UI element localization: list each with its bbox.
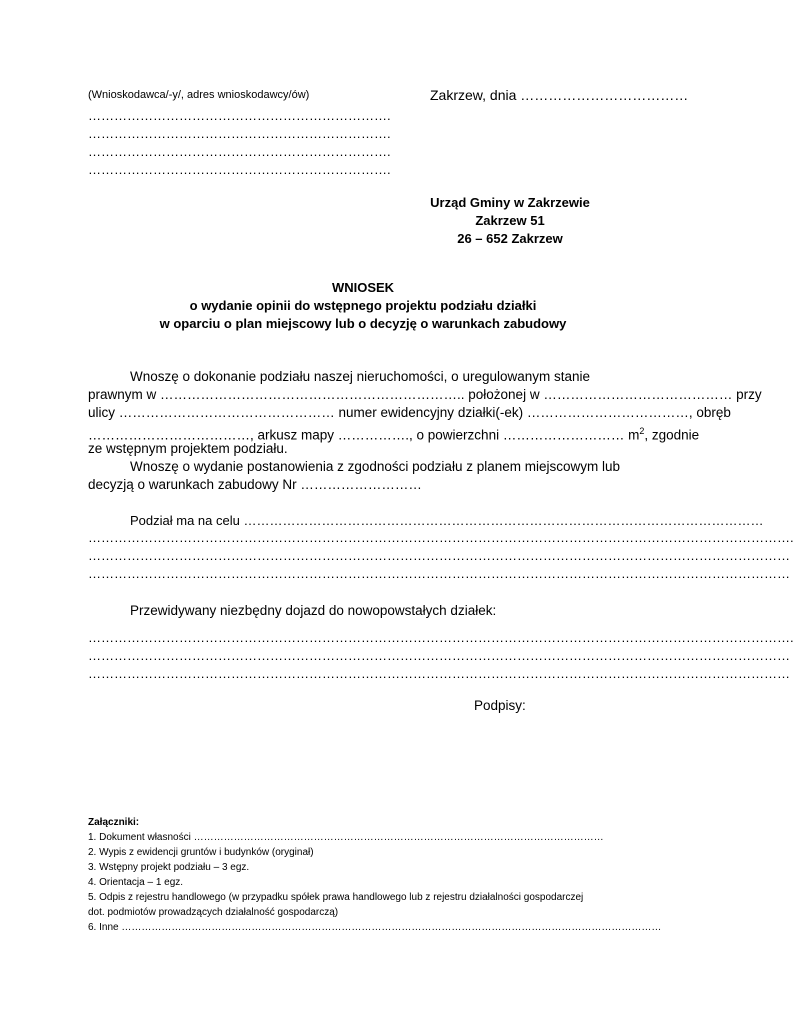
signatures-label: Podpisy: xyxy=(474,698,526,713)
attachment-item: 5. Odpis z rejestru handlowego (w przypadku spółek prawa handlowego lub z rejestru działalności gospodarczej xyxy=(88,892,584,903)
applicant-label: (Wnioskodawca/-y/, adres wnioskodawcy/ów) xyxy=(88,89,310,101)
attachment-item: dot. podmiotów prowadzących działalność gospodarczą) xyxy=(88,907,339,918)
document-title: WNIOSEK xyxy=(331,280,395,295)
purpose-label: Podział ma na celu ………………………………………………………………………………………………………… xyxy=(130,513,764,528)
request-paragraph-2: decyzją o warunkach zabudowy Nr ……………………… xyxy=(88,477,422,492)
request-paragraph-1: Wnoszę o dokonanie podziału naszej nieruchomości, o uregulowanym stanie xyxy=(130,369,591,384)
purpose-line: ……………………………………………………………………………………………………………………………………………… xyxy=(88,566,790,581)
attachments-heading: Załączniki: xyxy=(88,817,140,828)
request-paragraph-2: Wnoszę o wydanie postanowienia z zgodności podziału z planem miejscowym lub xyxy=(130,459,621,474)
applicant-line: ……………………………………………………………. xyxy=(88,144,391,159)
purpose-line: ……………………………………………………………………………………………………………………………………………… xyxy=(88,548,790,563)
attachment-item: 1. Dokument własności …………………………………………………………………………………………………………… xyxy=(88,832,604,843)
access-label: Przewidywany niezbędny dojazd do nowopowstałych działek: xyxy=(130,603,497,618)
access-line: ………………………………………………………………………………………………………………………………………………. xyxy=(88,630,794,645)
document-subtitle-1: o wydanie opinii do wstępnego projektu podziału działki xyxy=(189,298,537,313)
applicant-line: ……………………………………………………………. xyxy=(88,108,391,123)
request-paragraph-1: ulicy ………………………………………… numer ewidencyjny działki(-ek) ………………………………, obręb xyxy=(88,405,731,420)
purpose-line: ………………………………………………………………………………………………………………………………………………. xyxy=(88,530,794,545)
request-paragraph-1: prawnym w ………………………………………………………….. położonej w …………………………………… przy xyxy=(88,387,762,402)
place-date: Zakrzew, dnia ……………………………… xyxy=(430,87,689,103)
attachment-item: 6. Inne ……………………………………………………………………………………………………………………………………………… xyxy=(88,922,662,933)
access-line: ……………………………………………………………………………………………………………………………………………… xyxy=(88,648,790,663)
recipient-line1: Urząd Gminy w Zakrzewie xyxy=(430,195,590,210)
area-line-end: , zgodnie xyxy=(644,427,700,443)
request-paragraph-1: ze wstępnym projektem podziału. xyxy=(88,441,288,456)
applicant-line: ……………………………………………………………. xyxy=(88,126,391,141)
recipient-line3: 26 – 652 Zakrzew xyxy=(457,231,563,246)
access-line: ……………………………………………………………………………………………………………………………………………… xyxy=(88,666,790,681)
applicant-line: ……………………………………………………………. xyxy=(88,162,391,177)
recipient-line2: Zakrzew 51 xyxy=(475,213,545,228)
square-meter-sup: 2 xyxy=(639,426,645,436)
attachment-item: 4. Orientacja – 1 egz. xyxy=(88,877,184,888)
area-line: ………………………………, arkusz mapy ……………., o powierzchni ……………………… m xyxy=(88,427,640,443)
attachment-item: 3. Wstępny projekt podziału – 3 egz. xyxy=(88,862,250,873)
attachment-item: 2. Wypis z ewidencji gruntów i budynków (oryginał) xyxy=(88,847,314,858)
document-subtitle-2: w oparciu o plan miejscowy lub o decyzję o warunkach zabudowy xyxy=(159,316,567,331)
